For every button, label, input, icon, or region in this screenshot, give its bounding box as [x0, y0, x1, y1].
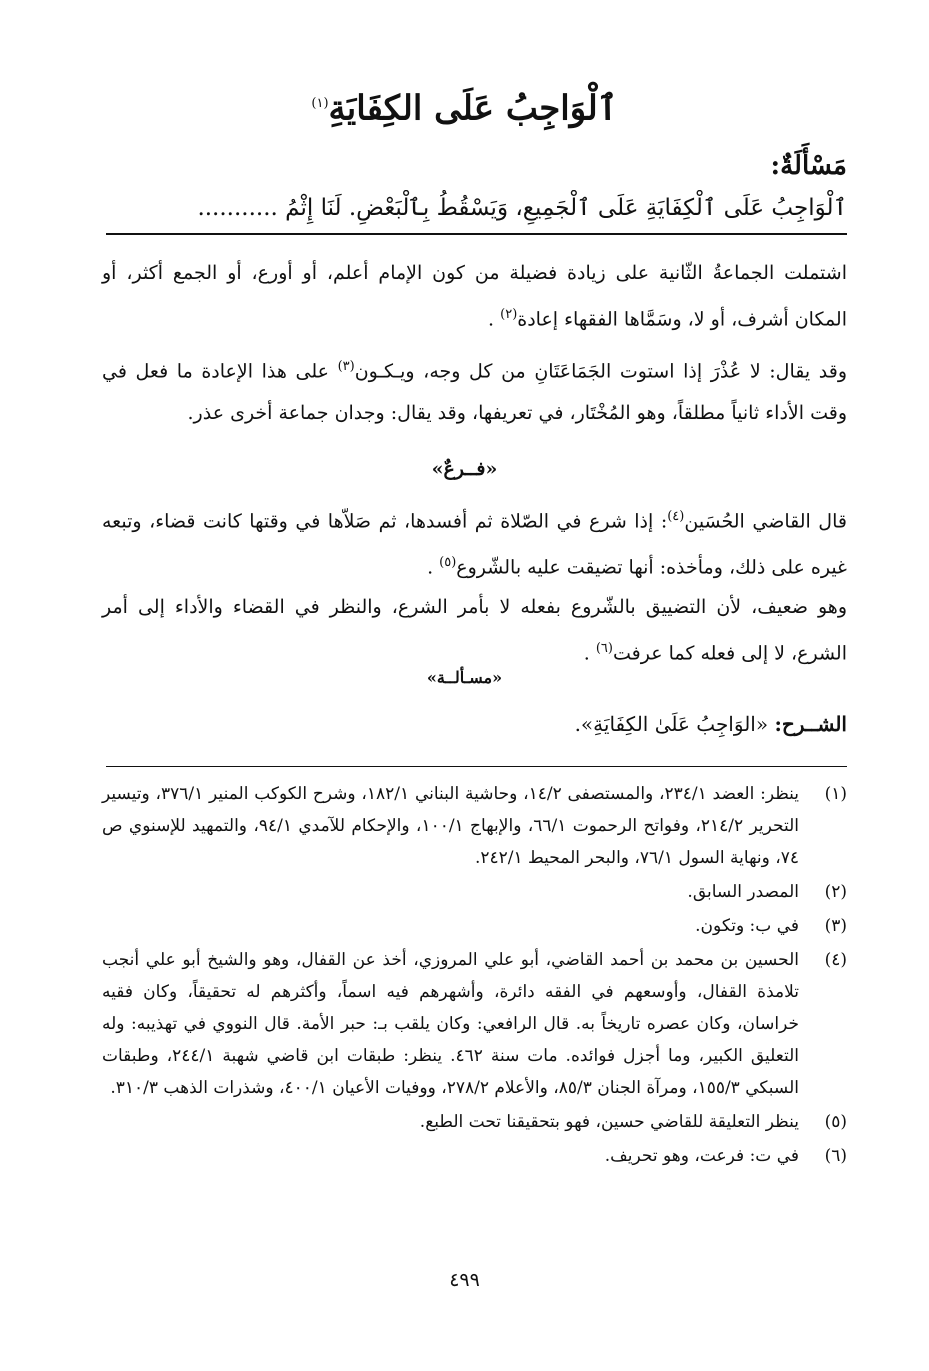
footnote-item [102, 778, 847, 874]
sharh-text: «الوَاجِبُ عَلَىٰ الكِفَايَةِ». [574, 712, 775, 736]
paragraph-3-end: . [427, 556, 440, 579]
paragraph-1-text: اشتملت الجماعةُ الثّانية على زيادة فضيلة من كون الإمام أعلم، أو أورع، أو الجمع أكثر، أو المكان أشرف، أو لا، وسَمَّاها الفقهاء إعادة [102, 262, 847, 331]
footnote-item [102, 876, 847, 908]
footnote-text: الحسين بن محمد بن أحمد القاضي، أبو علي المروزي، أخذ عن القفال، وهو والشيخ أبو علي أنجب تلامذة القفال، وأوسعهم في الفقه دائرة، وأشهرهم فيه اسماً، وأكثرهم له تحقيقاً، وكان فقيه خراسان، وكان عصره تاريخاً به. قال الرافعي: وكان يلقب بـ: حبر الأمة. قال النووي في تهذيبه: وله التعليق الكبير، وما أجزل فوائده. مات سنة ٤٦٢. ينظر: طبقات ابن قاضي شهبة ٢٤٤/١، وطبقات السبكي ١٥٥/٣، ومرآة الجنان ٨٥/٣، والأعلام ٢٧٨/٢، ووفيات الأعيان ٤٠٠/١، وشذرات الذهب ٣١٠/٣. [102, 950, 800, 1098]
chapter-title-text: ٱلْوَاجِبُ عَلَى الكِفَايَةِ [328, 88, 618, 129]
footnote-text: في ت: فرعت، وهو تحريف. [604, 1146, 799, 1166]
paragraph-3 [102, 496, 847, 589]
footnote-number: (٥) [824, 1112, 847, 1132]
matn-text-body: ٱلْوَاجِبُ عَلَى ٱلْكِفَايَةِ عَلَى ٱلْجَمِيعِ، وَيَسْقُطُ بِٱلْبَعْضِ. لَنَا إِثْمُ [285, 195, 847, 221]
footnote-ref-6: (٦) [595, 641, 613, 656]
footnote-item [102, 1140, 847, 1172]
masala-heading: مَسْأَلَةٌ: [770, 151, 847, 181]
footnotes [102, 778, 847, 1172]
footnote-item [102, 910, 847, 942]
paragraph-2 [102, 346, 847, 434]
footnote-ref-5: (٥) [439, 555, 457, 571]
footnote-text: ينظر التعليقة للقاضي حسين، فهو بتحقيقنا تحت الطبع. [419, 1112, 799, 1132]
paragraph-2-text: وقد يقال: لا عُذْرَ إذا استوت الجَمَاعَتَانِ من كل وجه، ويـكـون [354, 360, 847, 383]
matn-text [107, 190, 847, 226]
footnote-text: في ب: وتكون. [695, 916, 799, 936]
footnote-text: ينظر: العضد ٢٣٤/١، والمستصفى ١٤/٢، وحاشية البناني ١٨٢/١، وشرح الكوكب المنير ٣٧٦/١، وتيسير التحرير ٢١٤/٢، وفواتح الرحموت ٦٦/١، والإبهاج ١٠٠/١، والإحكام للآمدي ٩٤/١، والتمهيد للإسنوي ص ٧٤، ونهاية السول ٧٦/١، والبحر المحيط ٢٤٢/١. [102, 784, 800, 868]
paragraph-1-end: . [488, 308, 501, 331]
far-heading: «فــرعٌ» [431, 458, 498, 480]
sharh-line [575, 706, 847, 742]
footnote-ref-2: (٢) [500, 307, 518, 322]
footnote-number: (٢) [824, 882, 847, 902]
paragraph-4 [102, 586, 847, 674]
paragraph-1 [102, 252, 847, 340]
footnote-item [102, 1106, 847, 1138]
footnote-ref-4: (٤) [667, 509, 685, 524]
paragraph-2-end: على هذا الإعادة ما فعل في وقت الأداء ثانياً مطلقاً، وهو المُخْتَار، في تعريفها، وقد يقال: وجدان جماعة أخرى عذر. [102, 360, 847, 425]
matn-divider [106, 233, 847, 235]
footnote-item [102, 944, 847, 1104]
footnote-number: (٣) [824, 916, 847, 936]
footnote-number: (٤) [824, 950, 847, 970]
page-number: ٤٩٩ [449, 1269, 480, 1291]
paragraph-3-text: قال القاضي الحُسَين [684, 510, 847, 533]
footnote-text: المصدر السابق. [687, 882, 799, 902]
paragraph-3-middle: : إذا شرع في الصّلاة ثم أفسدها، ثم صَلاّها في وقتها كانت قضاء، وتبعه غيره على ذلك، ومأخذه: أنها تضيقت عليه بالشّروع [102, 510, 847, 579]
paragraph-4-text: وهو ضعيف، لأن التضييق بالشّروع بفعله لا بأمر الشرع، والنظر في القضاء والأداء إلى أمر الشرع، لا إلى فعله كما عرفت [102, 596, 847, 665]
footnotes-divider [106, 766, 847, 767]
matn-ellipsis: ........... [197, 195, 278, 221]
masala-subheading: «مسـألــة» [426, 668, 503, 687]
chapter-title [0, 82, 929, 130]
footnote-ref-3: (٣) [337, 359, 355, 374]
footnote-number: (١) [824, 784, 847, 804]
footnote-number: (٦) [824, 1146, 847, 1166]
paragraph-4-end: . [583, 642, 596, 665]
chapter-title-footnote-ref: (١) [311, 96, 329, 111]
sharh-label: الشــرح: [774, 712, 847, 736]
